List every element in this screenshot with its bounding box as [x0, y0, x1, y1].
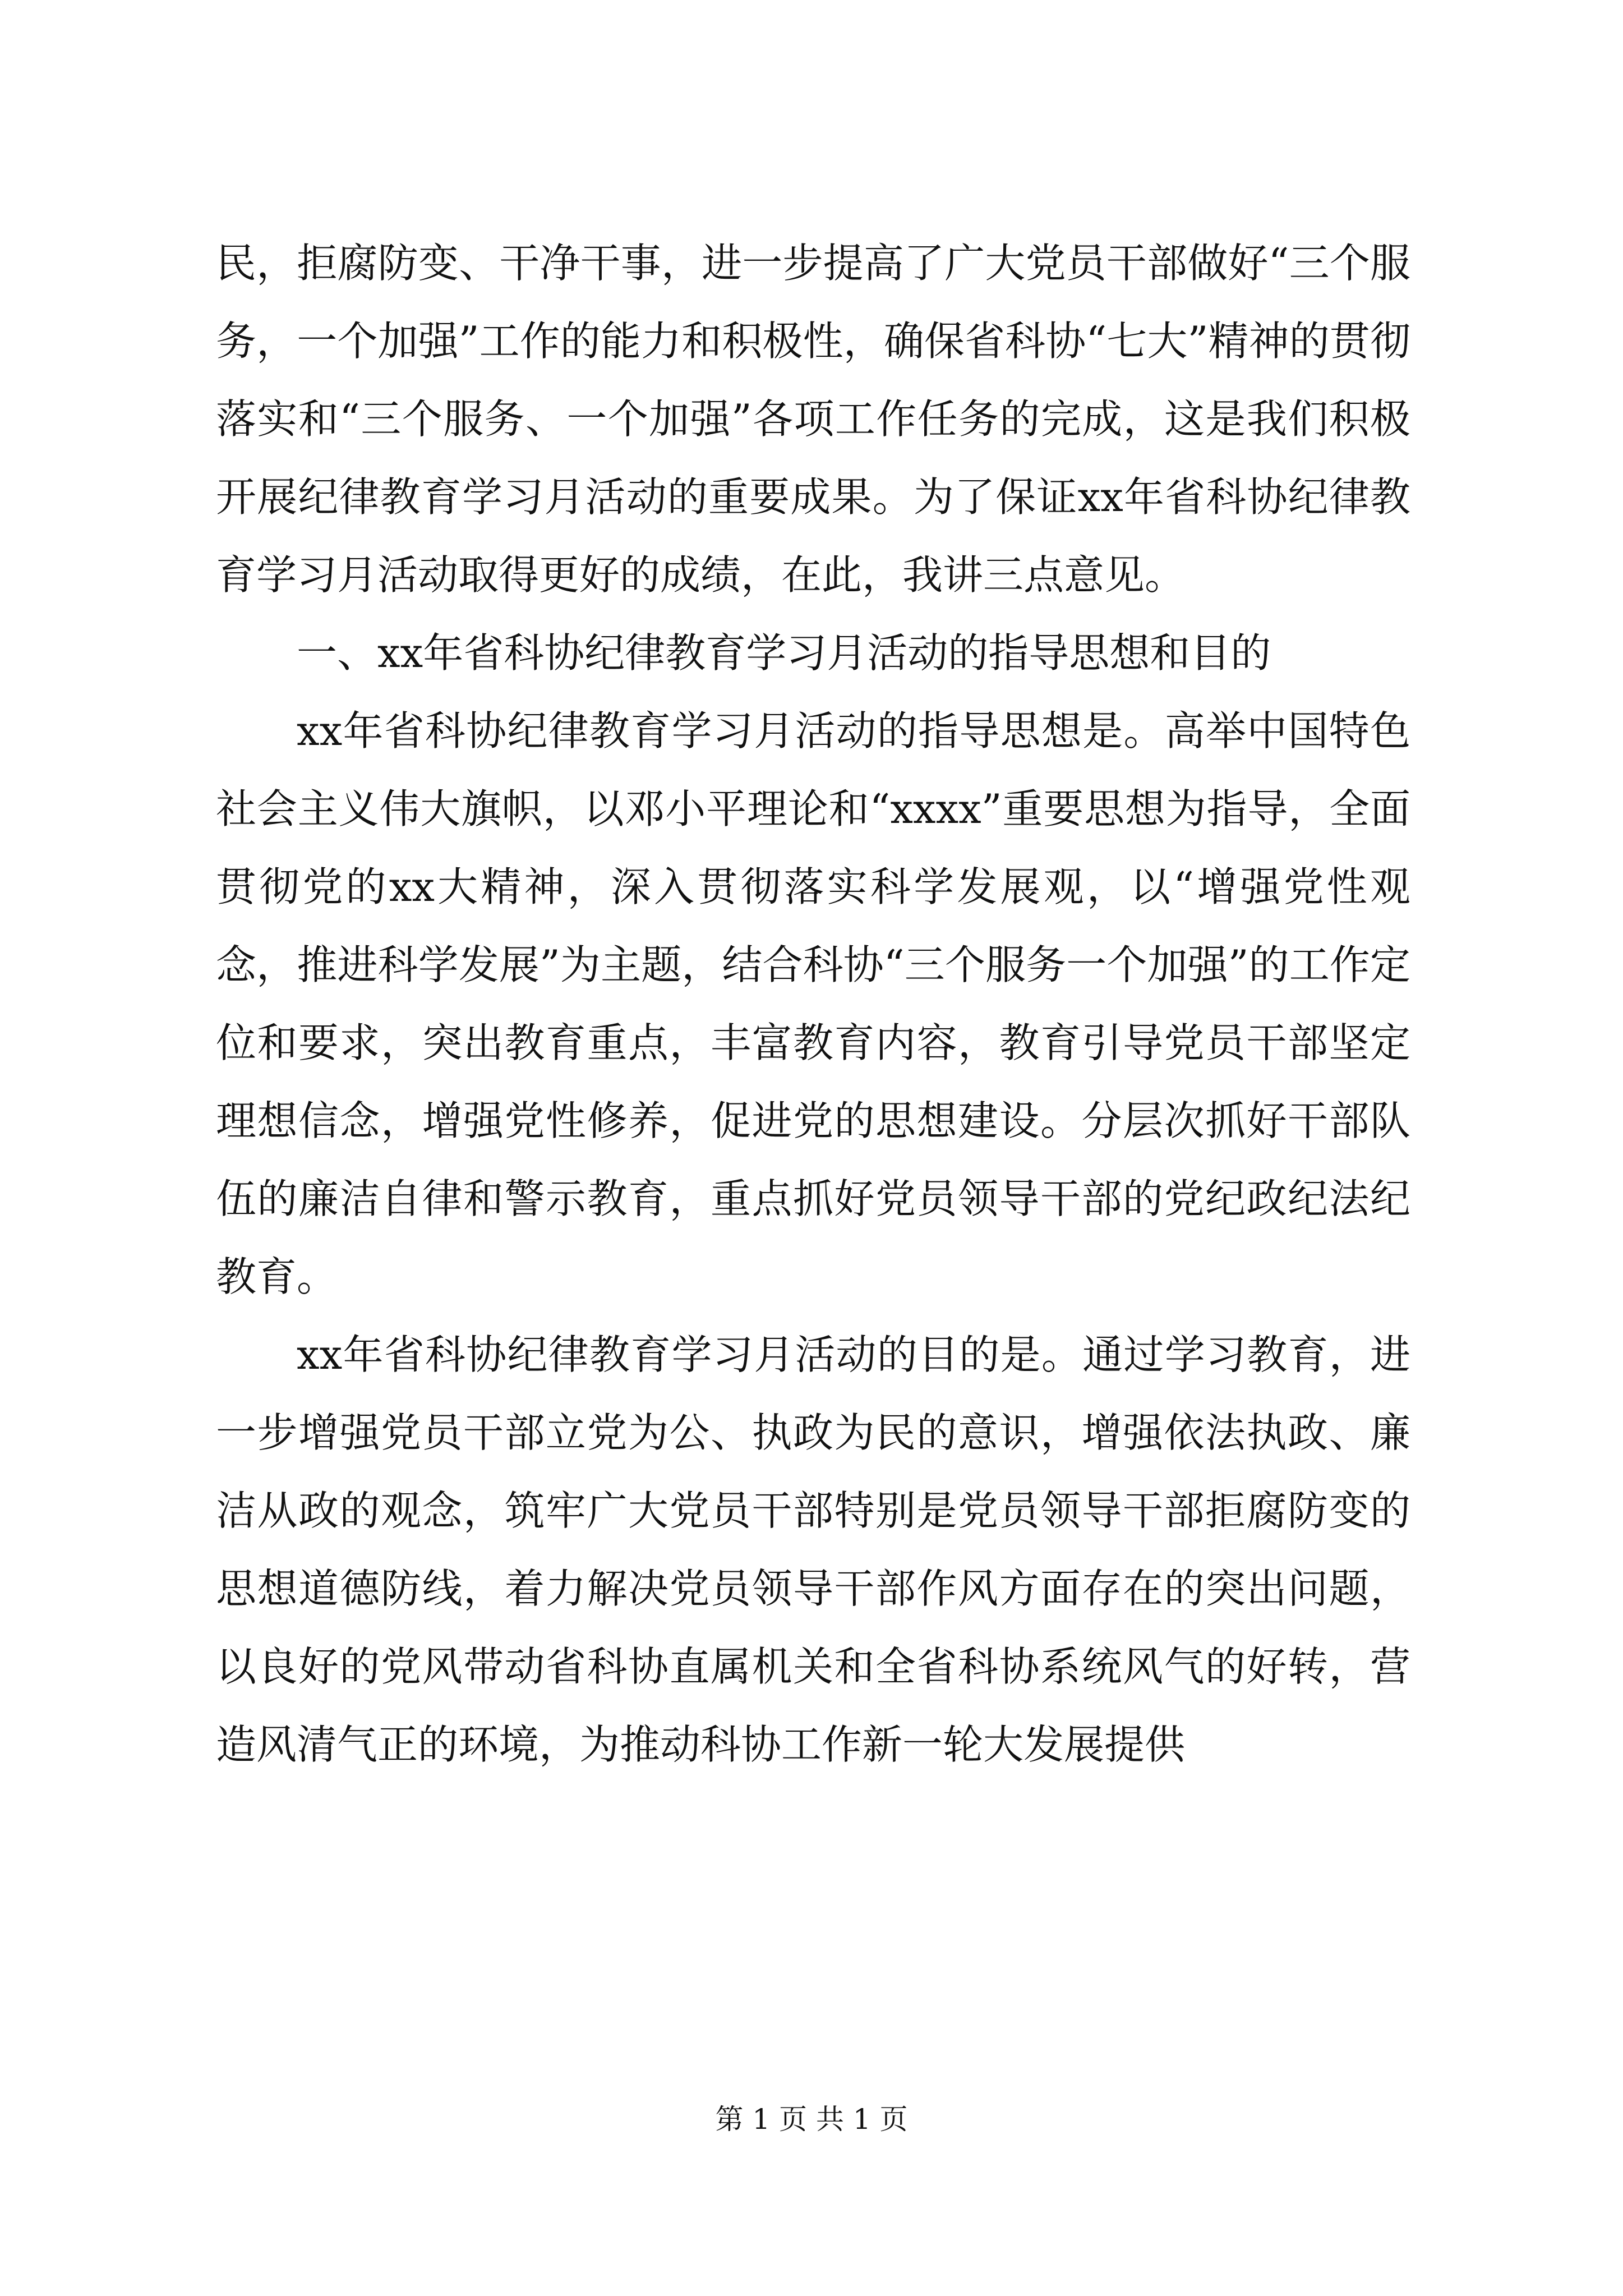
page-footer: 第 1 页 共 1 页	[715, 2103, 908, 2136]
paragraph-purpose: xx年省科协纪律教育学习月活动的目的是。通过学习教育，进一步增强党员干部立党为公、执政为民的意识，增强依法执政、廉洁从政的观念，筑牢广大党员干部特别是党员领导干部拒腐防变的思想道德防线，着力解决党员领导干部作风方面存在的突出问题，以良好的党风带动省科协直属机关和全省科协系统风气的好转，营造风清气正的环境，为推动科协工作新一轮大发展提供	[216, 1331, 1410, 1768]
section-heading: 一、xx年省科协纪律教育学习月活动的指导思想和目的	[297, 629, 1271, 677]
paragraph-continuation: 民，拒腐防变、干净干事，进一步提高了广大党员干部做好“三个服务，一个加强”工作的能力和积极性，确保省科协“七大”精神的贯彻落实和“三个服务、一个加强”各项工作任务的完成，这是我们积极开展纪律教育学习月活动的重要成果。为了保证xx年省科协纪律教育学习月活动取得更好的成绩，在此，我讲三点意见。	[216, 240, 1410, 599]
document-body	[216, 224, 1410, 1784]
paragraph-guiding-ideology: xx年省科协纪律教育学习月活动的指导思想是。高举中国特色社会主义伟大旗帜，以邓小平理论和“xxxx”重要思想为指导，全面贯彻党的xx大精神，深入贯彻落实科学发展观，以“增强党性观念，推进科学发展”为主题，结合科协“三个服务一个加强”的工作定位和要求，突出教育重点，丰富教育内容，教育引导党员干部坚定理想信念，增强党性修养，促进党的思想建设。分层次抓好干部队伍的廉洁自律和警示教育，重点抓好党员领导干部的党纪政纪法纪教育。	[216, 707, 1410, 1300]
